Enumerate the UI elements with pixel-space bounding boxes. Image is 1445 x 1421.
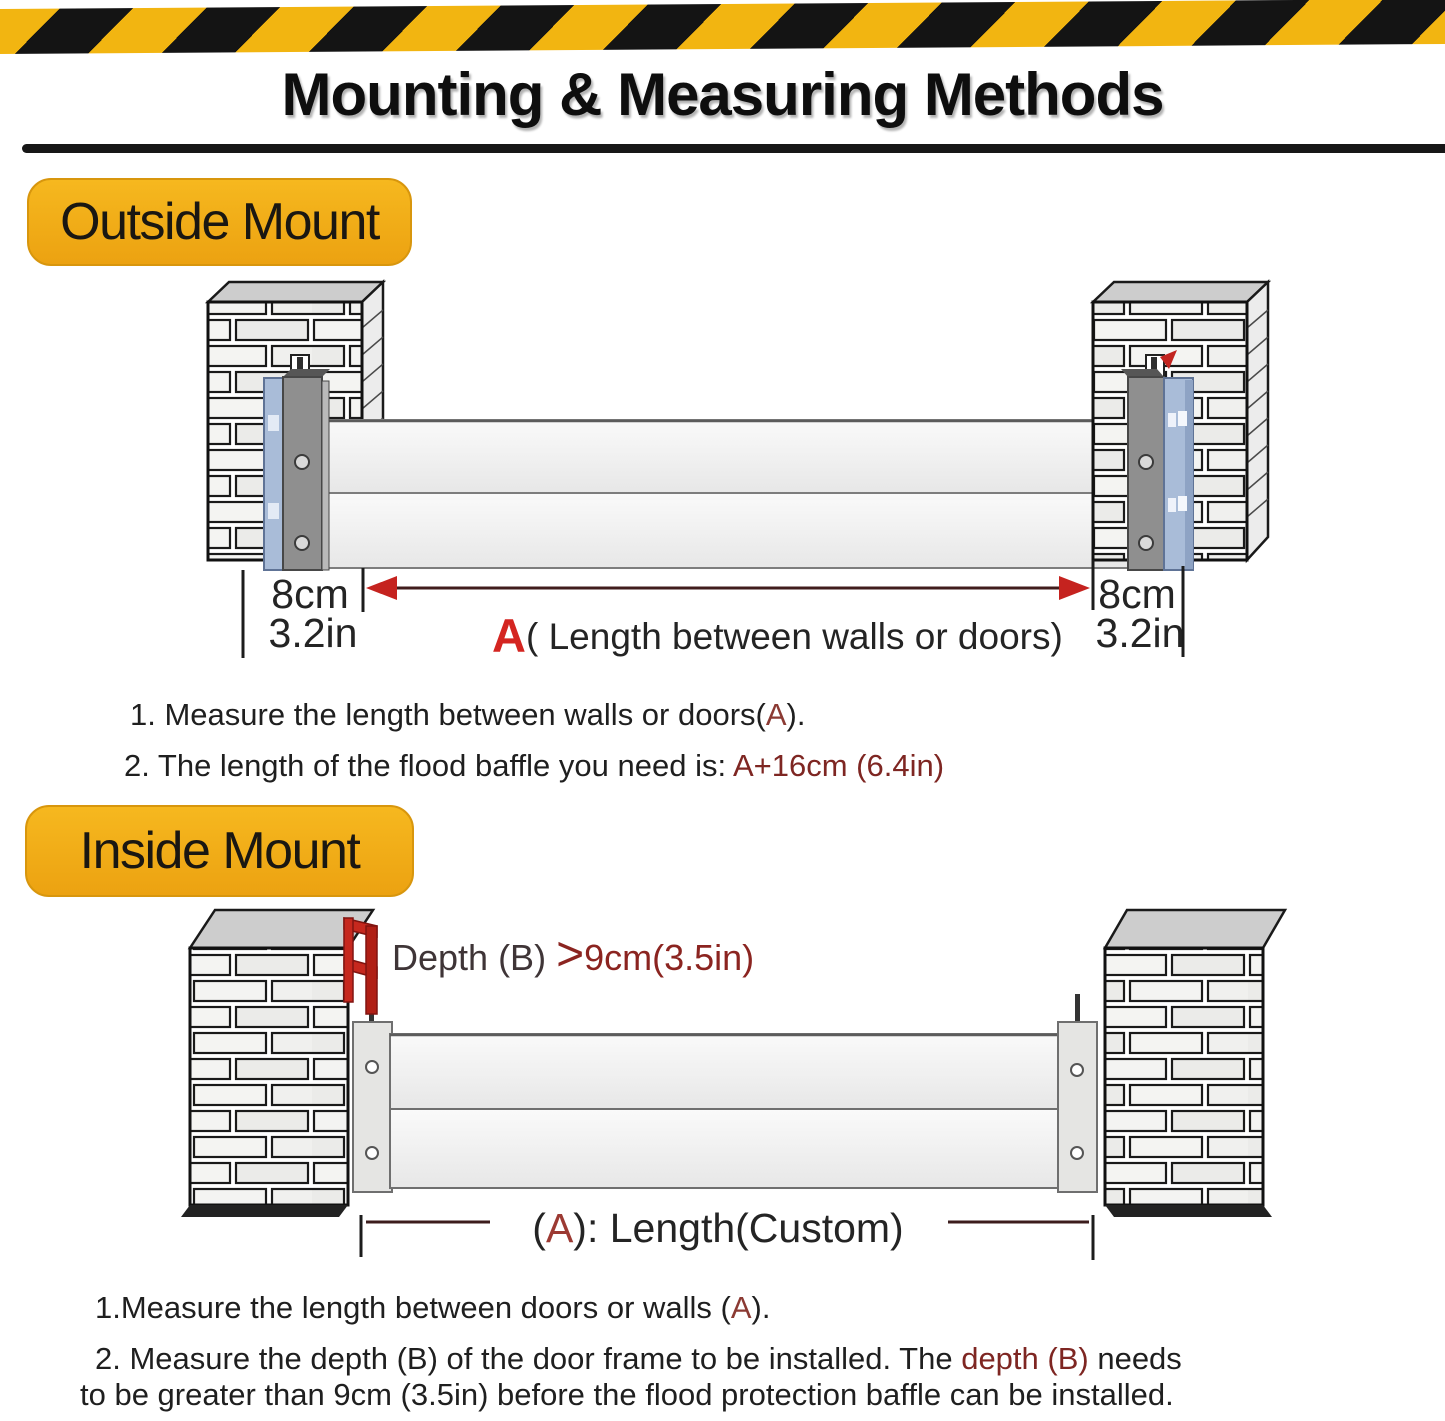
left-in-label: 3.2in [268, 610, 358, 656]
right-cm-label: 8cm [1098, 571, 1176, 617]
left-channel [353, 1022, 392, 1192]
flood-barrier-boards [300, 420, 1145, 568]
title-underline [22, 144, 1445, 153]
inside-step-2-continued: to be greater than 9cm (3.5in) before the flood protection baffle can be installed. [80, 1377, 1174, 1412]
left-blue-channel [264, 378, 283, 570]
depth-annotation: Depth (B) >9cm(3.5in) [392, 928, 755, 981]
right-anchor-pin [1075, 994, 1080, 1022]
right-blue-channel [1164, 378, 1193, 570]
left-cm-label: 8cm [271, 571, 349, 617]
page-title: Mounting & Measuring Methods [281, 61, 1164, 128]
left-mount-bracket [283, 369, 330, 570]
outside-mount-badge-label: Outside Mount [60, 193, 379, 251]
inside-step-2: 2. Measure the depth (B) of the door frame to be installed. The depth (B) needs [95, 1341, 1182, 1376]
length-a-letter: A [492, 609, 526, 662]
inside-mount-diagram [0, 900, 1445, 1280]
length-custom-label: (A): Length(Custom) [532, 1205, 904, 1251]
right-channel [1058, 1022, 1097, 1192]
arrowhead-right-icon [1059, 576, 1090, 600]
flood-barrier-boards [390, 1034, 1060, 1188]
depth-gauge-bracket [344, 918, 377, 1014]
outside-mount-diagram [0, 265, 1445, 665]
length-a-label: ( Length between walls or doors) [526, 616, 1063, 657]
outside-step-2: 2. The length of the flood baffle you need is: A+16cm (6.4in) [124, 748, 945, 783]
arrowhead-left-icon [366, 576, 397, 600]
right-in-label: 3.2in [1095, 610, 1185, 656]
inside-step-1: 1.Measure the length between doors or walls (A). [95, 1290, 771, 1325]
right-mount-bracket [1121, 369, 1164, 570]
right-brick-pillar [1105, 910, 1285, 1217]
outside-mount-badge [27, 178, 412, 266]
outside-step-1: 1. Measure the length between walls or doors(A). [130, 697, 806, 732]
inside-mount-badge-label: Inside Mount [79, 822, 360, 880]
inside-mount-badge [25, 805, 414, 897]
hazard-stripe-banner [0, 0, 1445, 54]
